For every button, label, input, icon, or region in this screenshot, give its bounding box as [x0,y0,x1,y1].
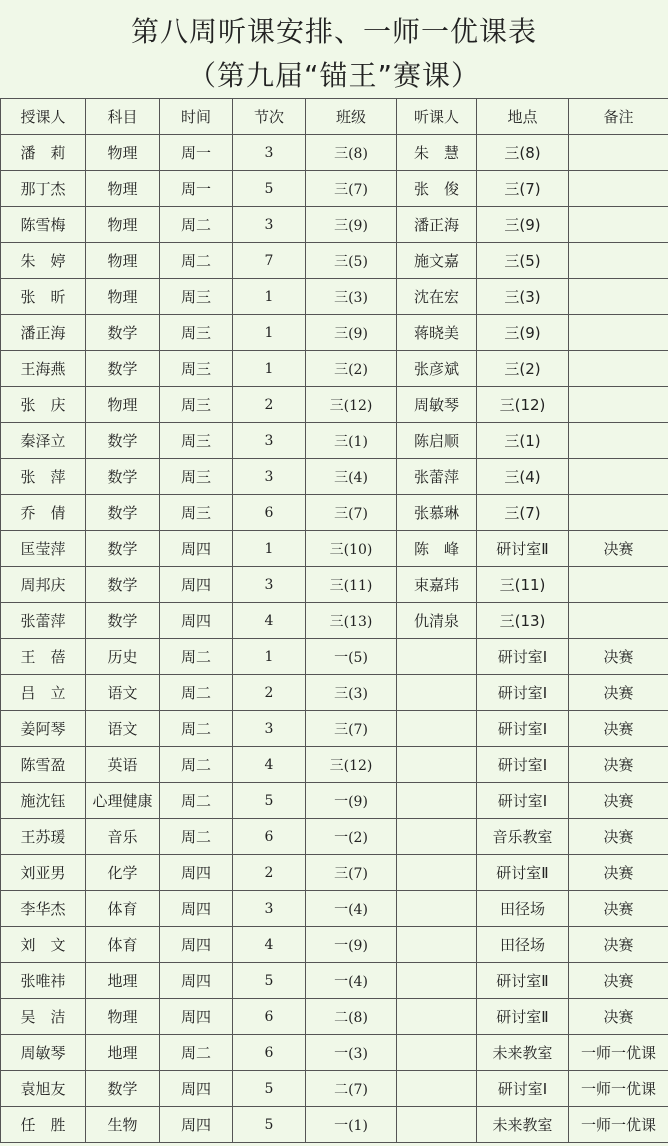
col-header-location: 地点 [477,99,569,135]
cell-period: 3 [233,423,306,459]
table-row [1,711,668,747]
cell-day: 周二 [160,747,233,783]
table-row [1,675,668,711]
cell-day: 周四 [160,855,233,891]
cell-subject: 体育 [86,891,160,927]
cell-location: 三(8) [477,135,569,171]
cell-subject: 物理 [86,207,160,243]
cell-class: 三(7) [306,711,397,747]
cell-remark: 决赛 [569,999,668,1035]
cell-location: 研讨室Ⅰ [477,1071,569,1107]
cell-remark [569,135,668,171]
table-row [1,855,668,891]
cell-teacher: 张 萍 [1,459,86,495]
cell-teacher: 周邦庆 [1,567,86,603]
cell-location: 三(11) [477,567,569,603]
cell-day: 周二 [160,675,233,711]
table-row [1,1107,668,1143]
schedule-table [0,98,668,1143]
cell-period: 1 [233,315,306,351]
table-row [1,1035,668,1071]
table-row [1,171,668,207]
cell-teacher: 刘亚男 [1,855,86,891]
cell-teacher: 匡莹萍 [1,531,86,567]
cell-day: 周二 [160,243,233,279]
cell-remark: 一师一优课 [569,1071,668,1107]
table-row [1,531,668,567]
cell-subject: 数学 [86,495,160,531]
cell-day: 周三 [160,459,233,495]
cell-period: 5 [233,1071,306,1107]
cell-location: 研讨室Ⅱ [477,855,569,891]
cell-day: 周四 [160,963,233,999]
table-row [1,747,668,783]
cell-listener: 潘正海 [397,207,477,243]
cell-location: 研讨室Ⅰ [477,639,569,675]
cell-period: 6 [233,999,306,1035]
cell-listener [397,783,477,819]
cell-listener: 陈启顺 [397,423,477,459]
cell-period: 5 [233,783,306,819]
cell-subject: 数学 [86,459,160,495]
page-title: 第八周听课安排、一师一优课表 [130,15,537,48]
cell-listener: 朱 慧 [397,135,477,171]
cell-subject: 地理 [86,963,160,999]
cell-remark [569,315,668,351]
cell-subject: 语文 [86,675,160,711]
cell-class: 三(4) [306,459,397,495]
cell-teacher: 那丁杰 [1,171,86,207]
table-row [1,819,668,855]
cell-class: 三(10) [306,531,397,567]
cell-listener: 束嘉玮 [397,567,477,603]
cell-subject: 物理 [86,279,160,315]
cell-class: 二(7) [306,1071,397,1107]
cell-period: 5 [233,171,306,207]
col-header-listener: 听课人 [397,99,477,135]
cell-location: 研讨室Ⅱ [477,531,569,567]
cell-listener [397,819,477,855]
cell-location: 三(13) [477,603,569,639]
cell-teacher: 张蕾萍 [1,603,86,639]
cell-listener: 张蕾萍 [397,459,477,495]
table-row [1,567,668,603]
cell-remark: 决赛 [569,639,668,675]
cell-subject: 物理 [86,171,160,207]
table-row [1,963,668,999]
table-row [1,243,668,279]
cell-remark [569,495,668,531]
cell-teacher: 张唯祎 [1,963,86,999]
cell-day: 周三 [160,279,233,315]
cell-remark [569,423,668,459]
cell-teacher: 姜阿琴 [1,711,86,747]
cell-class: 一(4) [306,963,397,999]
cell-remark [569,567,668,603]
cell-subject: 体育 [86,927,160,963]
cell-subject: 历史 [86,639,160,675]
cell-class: 三(9) [306,207,397,243]
cell-listener [397,999,477,1035]
table-row [1,783,668,819]
table-row [1,891,668,927]
cell-remark [569,603,668,639]
cell-location: 田径场 [477,927,569,963]
cell-subject: 数学 [86,603,160,639]
table-row [1,423,668,459]
table-row [1,603,668,639]
cell-teacher: 张 昕 [1,279,86,315]
cell-subject: 化学 [86,855,160,891]
cell-class: 三(13) [306,603,397,639]
cell-listener [397,927,477,963]
cell-teacher: 陈雪梅 [1,207,86,243]
cell-class: 三(7) [306,495,397,531]
cell-listener: 陈 峰 [397,531,477,567]
cell-remark: 一师一优课 [569,1035,668,1071]
cell-remark: 决赛 [569,963,668,999]
cell-listener: 周敏琴 [397,387,477,423]
cell-class: 三(12) [306,387,397,423]
table-row [1,459,668,495]
cell-remark: 决赛 [569,819,668,855]
cell-class: 一(9) [306,927,397,963]
cell-teacher: 张 庆 [1,387,86,423]
schedule-body [1,135,668,1143]
cell-period: 6 [233,1035,306,1071]
cell-class: 二(8) [306,999,397,1035]
cell-period: 4 [233,927,306,963]
header-row [1,99,668,135]
cell-subject: 数学 [86,315,160,351]
cell-period: 3 [233,567,306,603]
cell-period: 5 [233,1107,306,1143]
cell-listener [397,891,477,927]
cell-remark: 决赛 [569,711,668,747]
cell-teacher: 潘 莉 [1,135,86,171]
table-row [1,279,668,315]
table-row [1,387,668,423]
cell-location: 三(9) [477,315,569,351]
cell-day: 周二 [160,783,233,819]
cell-location: 研讨室Ⅱ [477,999,569,1035]
col-header-subject: 科目 [86,99,160,135]
cell-period: 4 [233,747,306,783]
cell-subject: 语文 [86,711,160,747]
cell-location: 三(5) [477,243,569,279]
cell-remark [569,459,668,495]
cell-day: 周二 [160,207,233,243]
cell-location: 研讨室Ⅰ [477,711,569,747]
cell-subject: 地理 [86,1035,160,1071]
cell-day: 周二 [160,1035,233,1071]
cell-listener [397,675,477,711]
table-row [1,495,668,531]
cell-teacher: 乔 倩 [1,495,86,531]
cell-teacher: 王苏瑗 [1,819,86,855]
cell-day: 周四 [160,567,233,603]
col-header-period: 节次 [233,99,306,135]
page-subtitle: （第九届“锚王”赛课） [187,59,480,92]
cell-period: 3 [233,135,306,171]
cell-day: 周四 [160,927,233,963]
cell-day: 周二 [160,819,233,855]
cell-teacher: 王 蓓 [1,639,86,675]
cell-teacher: 吴 洁 [1,999,86,1035]
cell-teacher: 陈雪盈 [1,747,86,783]
col-header-remark: 备注 [569,99,668,135]
table-row [1,315,668,351]
cell-day: 周二 [160,639,233,675]
cell-day: 周三 [160,423,233,459]
table-row [1,927,668,963]
cell-period: 2 [233,855,306,891]
cell-remark: 决赛 [569,675,668,711]
cell-teacher: 王海燕 [1,351,86,387]
cell-period: 2 [233,675,306,711]
cell-subject: 生物 [86,1107,160,1143]
cell-listener [397,1107,477,1143]
cell-location: 三(4) [477,459,569,495]
cell-period: 3 [233,207,306,243]
cell-subject: 心理健康 [86,783,160,819]
cell-remark [569,387,668,423]
cell-remark [569,243,668,279]
cell-teacher: 刘 文 [1,927,86,963]
cell-location: 音乐教室 [477,819,569,855]
cell-location: 三(7) [477,171,569,207]
cell-teacher: 秦泽立 [1,423,86,459]
cell-remark: 决赛 [569,927,668,963]
cell-day: 周三 [160,387,233,423]
cell-period: 6 [233,495,306,531]
cell-day: 周四 [160,1071,233,1107]
cell-class: 三(5) [306,243,397,279]
cell-day: 周三 [160,351,233,387]
cell-remark [569,171,668,207]
cell-listener [397,1035,477,1071]
cell-listener [397,639,477,675]
col-header-teacher: 授课人 [1,99,86,135]
cell-remark: 一师一优课 [569,1107,668,1143]
cell-location: 三(2) [477,351,569,387]
cell-subject: 音乐 [86,819,160,855]
cell-listener: 张彦斌 [397,351,477,387]
cell-day: 周一 [160,135,233,171]
cell-subject: 物理 [86,243,160,279]
cell-remark: 决赛 [569,855,668,891]
cell-day: 周四 [160,999,233,1035]
cell-subject: 英语 [86,747,160,783]
cell-remark: 决赛 [569,783,668,819]
cell-listener: 蒋晓美 [397,315,477,351]
cell-remark: 决赛 [569,531,668,567]
cell-subject: 数学 [86,351,160,387]
cell-day: 周三 [160,495,233,531]
cell-subject: 数学 [86,531,160,567]
cell-location: 研讨室Ⅰ [477,675,569,711]
cell-day: 周二 [160,711,233,747]
cell-period: 3 [233,459,306,495]
cell-period: 1 [233,531,306,567]
cell-class: 三(12) [306,747,397,783]
cell-teacher: 朱 婷 [1,243,86,279]
cell-subject: 物理 [86,135,160,171]
cell-remark [569,279,668,315]
cell-location: 三(9) [477,207,569,243]
cell-period: 2 [233,387,306,423]
cell-location: 研讨室Ⅰ [477,783,569,819]
cell-teacher: 周敏琴 [1,1035,86,1071]
cell-listener [397,1071,477,1107]
cell-class: 三(1) [306,423,397,459]
cell-location: 三(3) [477,279,569,315]
cell-teacher: 任 胜 [1,1107,86,1143]
cell-class: 三(3) [306,675,397,711]
cell-class: 三(7) [306,171,397,207]
cell-location: 未来教室 [477,1035,569,1071]
col-header-day: 时间 [160,99,233,135]
cell-period: 3 [233,711,306,747]
col-header-class: 班级 [306,99,397,135]
cell-location: 未来教室 [477,1107,569,1143]
cell-listener: 张慕琳 [397,495,477,531]
table-row [1,999,668,1035]
cell-subject: 数学 [86,567,160,603]
cell-day: 周四 [160,531,233,567]
cell-listener: 施文嘉 [397,243,477,279]
cell-listener [397,963,477,999]
cell-remark: 决赛 [569,891,668,927]
cell-listener: 沈在宏 [397,279,477,315]
cell-listener [397,711,477,747]
cell-teacher: 吕 立 [1,675,86,711]
table-row [1,1071,668,1107]
cell-period: 1 [233,639,306,675]
cell-remark: 决赛 [569,747,668,783]
cell-subject: 数学 [86,1071,160,1107]
cell-class: 三(8) [306,135,397,171]
table-row [1,207,668,243]
cell-location: 三(1) [477,423,569,459]
cell-class: 一(4) [306,891,397,927]
cell-class: 一(5) [306,639,397,675]
cell-class: 三(7) [306,855,397,891]
cell-period: 6 [233,819,306,855]
cell-period: 5 [233,963,306,999]
cell-subject: 物理 [86,387,160,423]
cell-location: 研讨室Ⅱ [477,963,569,999]
cell-teacher: 李华杰 [1,891,86,927]
cell-listener: 张 俊 [397,171,477,207]
cell-listener: 仇清泉 [397,603,477,639]
cell-day: 周四 [160,1107,233,1143]
cell-day: 周一 [160,171,233,207]
cell-period: 4 [233,603,306,639]
cell-class: 三(2) [306,351,397,387]
cell-remark [569,207,668,243]
cell-period: 7 [233,243,306,279]
cell-location: 三(7) [477,495,569,531]
cell-subject: 数学 [86,423,160,459]
cell-location: 田径场 [477,891,569,927]
cell-teacher: 袁旭友 [1,1071,86,1107]
cell-listener [397,747,477,783]
cell-subject: 物理 [86,999,160,1035]
table-row [1,351,668,387]
cell-location: 三(12) [477,387,569,423]
cell-class: 一(3) [306,1035,397,1071]
cell-class: 三(11) [306,567,397,603]
cell-class: 三(9) [306,315,397,351]
cell-location: 研讨室Ⅰ [477,747,569,783]
cell-class: 三(3) [306,279,397,315]
table-row [1,639,668,675]
cell-period: 1 [233,279,306,315]
cell-period: 3 [233,891,306,927]
cell-day: 周四 [160,891,233,927]
cell-listener [397,855,477,891]
cell-class: 一(2) [306,819,397,855]
title-area [0,0,668,98]
table-row [1,135,668,171]
cell-teacher: 潘正海 [1,315,86,351]
cell-class: 一(1) [306,1107,397,1143]
cell-remark [569,351,668,387]
cell-class: 一(9) [306,783,397,819]
cell-period: 1 [233,351,306,387]
cell-teacher: 施沈钰 [1,783,86,819]
cell-day: 周四 [160,603,233,639]
cell-day: 周三 [160,315,233,351]
